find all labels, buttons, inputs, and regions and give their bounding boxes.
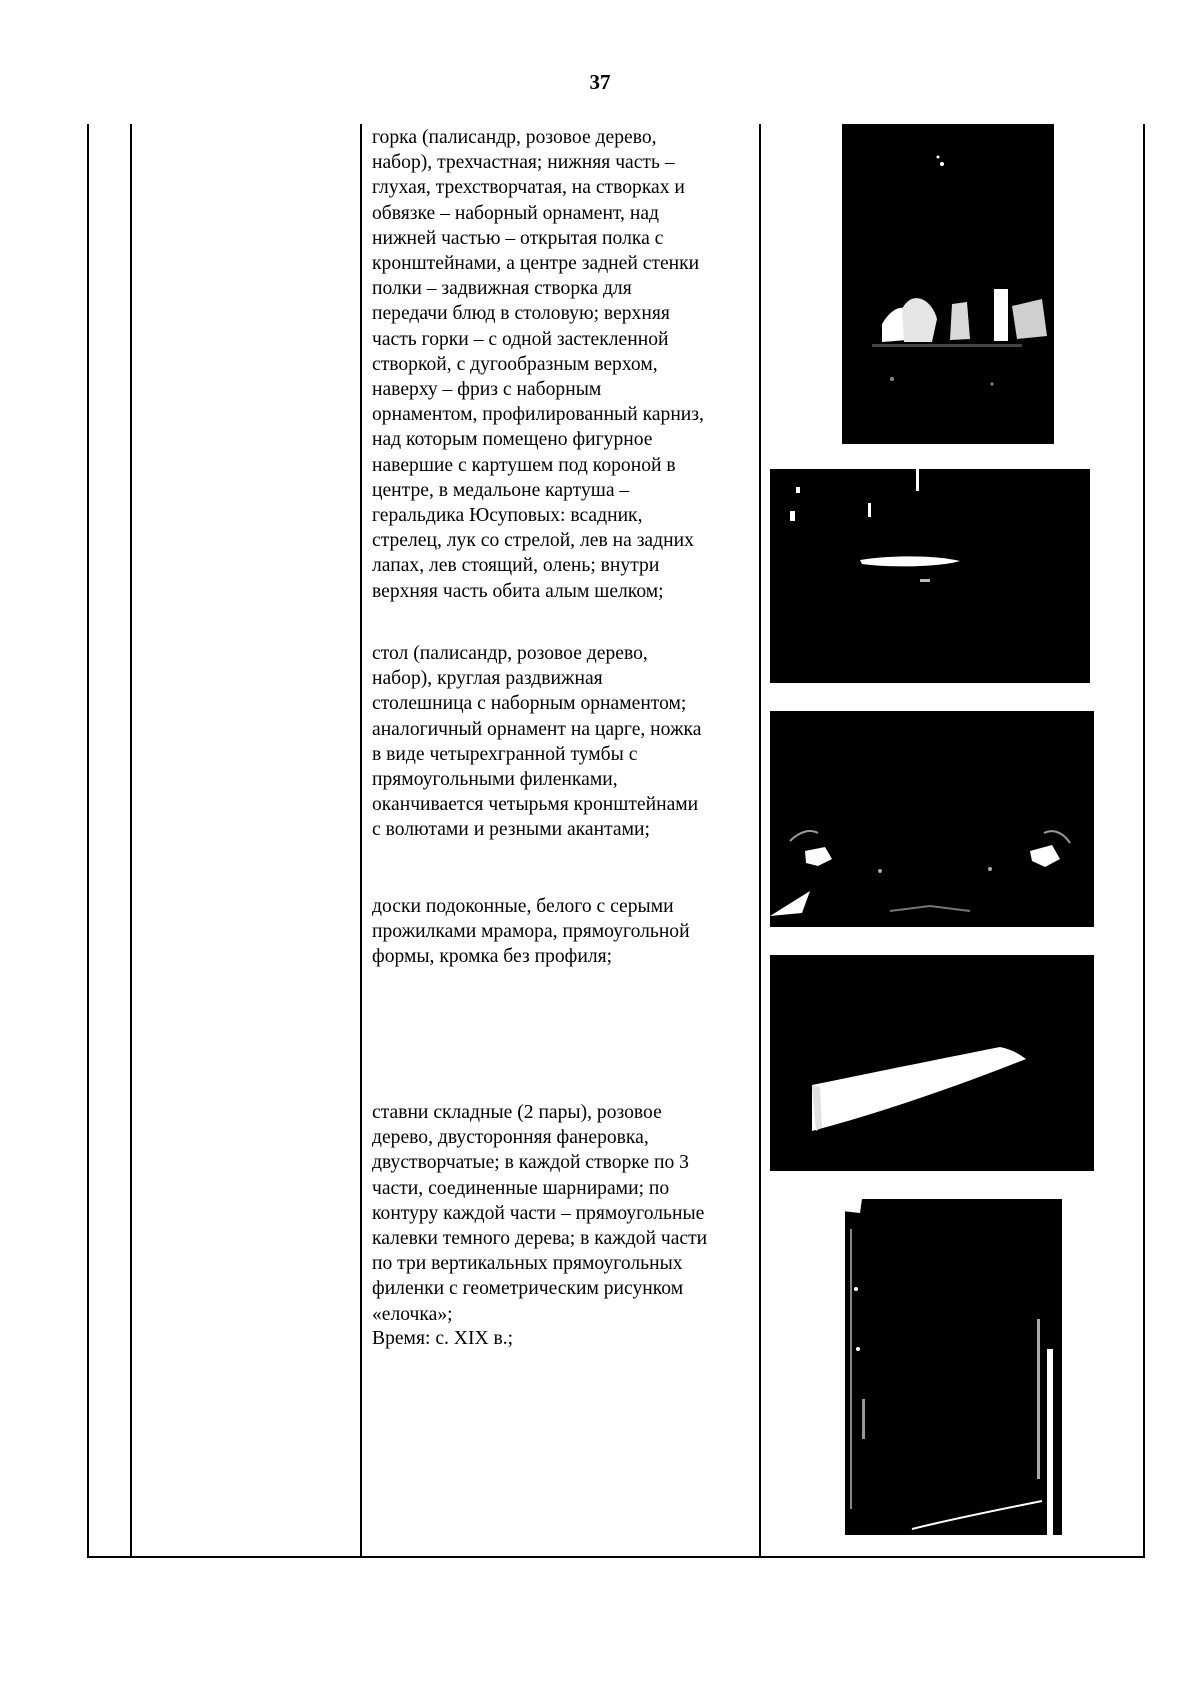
text-line: стрелец, лук со стрелой, лев на задних: [372, 530, 694, 552]
text-line: двустворчатые; в каждой створке по 3: [372, 1152, 689, 1174]
text-line: горка (палисандр, розовое дерево,: [372, 127, 657, 148]
text-line: орнаментом, профилированный карниз,: [372, 404, 704, 426]
text-line: в виде четырехгранной тумбы с: [372, 743, 638, 765]
text-line: прожилками мрамора, прямоугольной: [372, 921, 690, 943]
text-line: кронштейнами, а центре задней стенки: [372, 253, 700, 275]
text-line: полки – задвижная створка для: [372, 278, 632, 300]
text-line: доски подоконные, белого с серыми: [372, 896, 674, 917]
photo-windowsill: [770, 955, 1094, 1171]
text-line: «елочка»;: [372, 1303, 453, 1325]
table-divider-3: [759, 124, 761, 1558]
table-border-left: [87, 124, 89, 1558]
text-line: глухая, трехстворчатая, на створках и: [372, 177, 685, 199]
text-line: столешница с наборным орнаментом;: [372, 693, 687, 715]
text-line: лапах, лев стоящий, олень; внутри: [372, 555, 660, 577]
text-line: стол (палисандр, розовое дерево,: [372, 643, 648, 664]
table-border-bottom: [87, 1556, 1145, 1558]
text-line: центре, в медальоне картуша –: [372, 479, 630, 501]
text-line: дерево, двусторонняя фанеровка,: [372, 1127, 649, 1149]
table-divider-2: [360, 124, 362, 1558]
text-line: нижней частью – открытая полка с: [372, 227, 664, 249]
text-line: наверху – фриз с наборным: [372, 379, 602, 401]
text-line: оканчивается четырьмя кронштейнами: [372, 794, 699, 816]
entry-table: [372, 641, 746, 843]
text-line: аналогичный орнамент на царге, ножка: [372, 718, 702, 740]
text-line: ставни складные (2 пары), розовое: [372, 1102, 662, 1123]
text-line: створкой, с дугообразным верхом,: [372, 353, 658, 375]
time-line: Время: с. XIX в.;: [372, 1328, 514, 1349]
text-line: над которым помещено фигурное: [372, 429, 653, 451]
photo-cabinet: [842, 124, 1054, 444]
entry-windowsills: [372, 894, 746, 970]
text-line: с волютами и резными акантами;: [372, 819, 650, 841]
text-line: обвязке – наборный орнамент, над: [372, 202, 660, 224]
text-line: геральдика Юсуповых: всадник,: [372, 505, 643, 527]
text-line: верхняя часть обита алым шелком;: [372, 580, 664, 602]
text-line: контуру каждой части – прямоугольные: [372, 1202, 705, 1224]
photo-shutters: [842, 1199, 1062, 1535]
text-line: набор), трехчастная; нижняя часть –: [372, 152, 675, 174]
table-border-right: [1143, 124, 1145, 1558]
text-line: филенки с геометрическим рисунком: [372, 1278, 684, 1300]
text-line: калевки темного дерева; в каждой части: [372, 1228, 708, 1250]
text-line: формы, кромка без профиля;: [372, 946, 613, 968]
text-line: по три вертикальных прямоугольных: [372, 1253, 683, 1275]
text-line: набор), круглая раздвижная: [372, 668, 603, 690]
text-line: навершие с картушем под короной в: [372, 454, 676, 476]
photo-table: [770, 469, 1090, 683]
text-line: части, соединенные шарнирами; по: [372, 1177, 670, 1199]
page-number: 37: [589, 70, 611, 94]
entry-shutters: [372, 1100, 746, 1327]
text-line: прямоугольными филенками,: [372, 769, 618, 791]
text-line: передачи блюд в столовую; верхняя: [372, 303, 670, 325]
table-divider-1: [130, 124, 132, 1558]
text-line: часть горки – с одной застекленной: [372, 328, 669, 350]
entry-cabinet: [372, 125, 746, 604]
photo-table-base: [770, 711, 1094, 927]
